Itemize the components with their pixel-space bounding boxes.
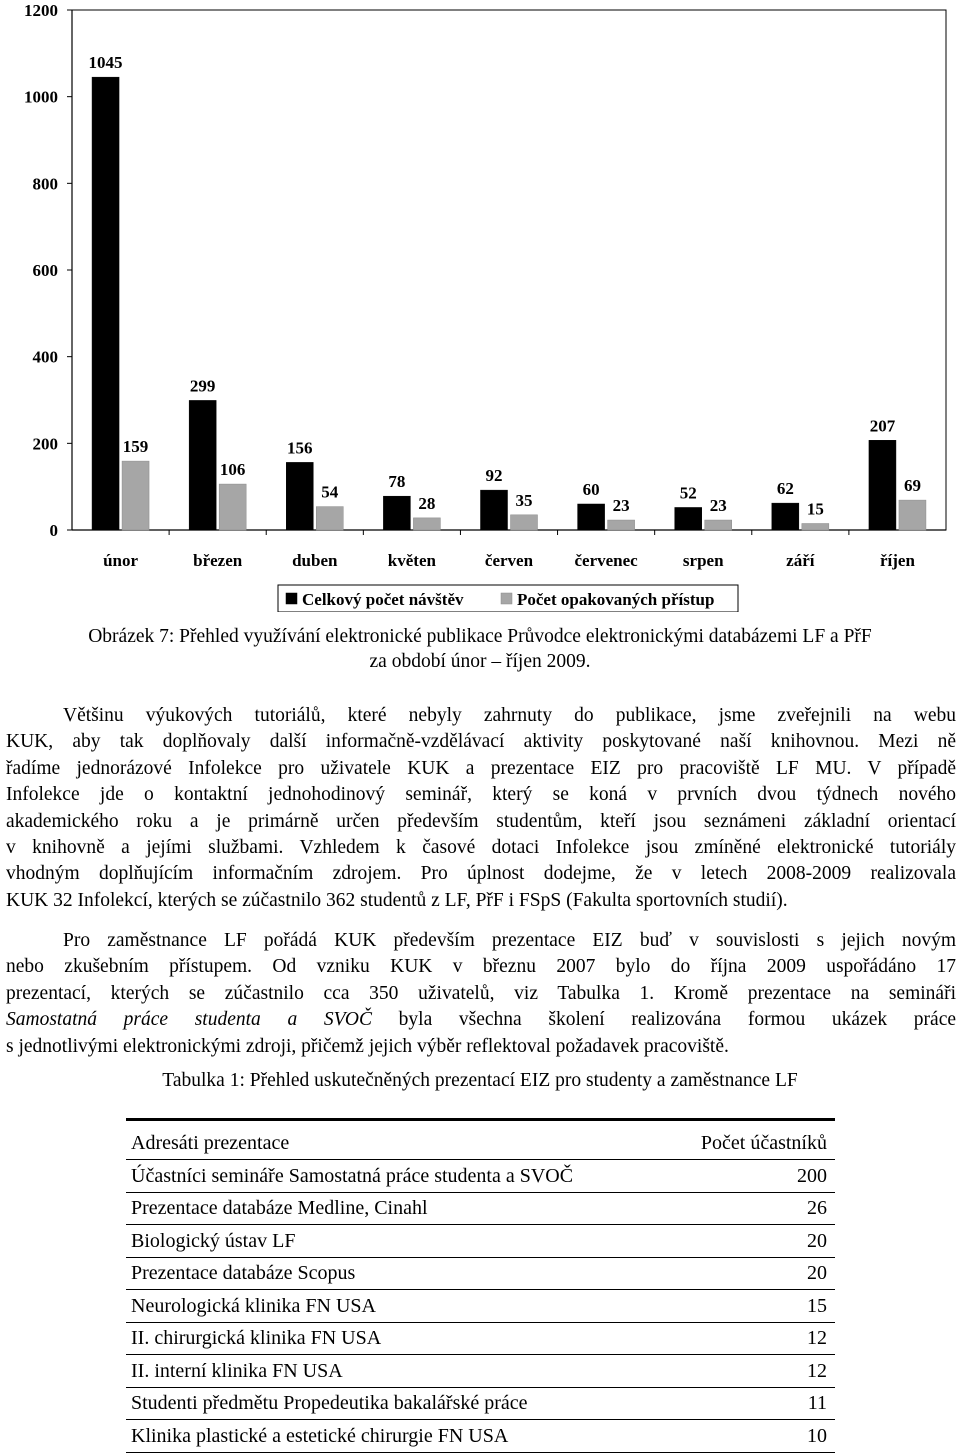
figure-caption-line1: Obrázek 7: Přehled využívání elektronické publikace Průvodce elektronickými databázemi LF a PřF (88, 626, 872, 647)
paragraph2-line: nebo zkušebním přístupem. Od vzniku KUK v březnu 2007 bylo do října 2009 uspořádáno 17 (6, 956, 956, 978)
paragraph2-line: prezentací, kterých se zúčastnilo cca 350 uživatelů, viz Tabulka 1. Kromě prezentace na semináři (6, 982, 956, 1004)
data-label: 106 (219, 460, 246, 480)
table-row (126, 1322, 835, 1355)
bar-total-visits (286, 462, 313, 530)
y-tick-label: 1200 (24, 1, 58, 20)
bar-repeated-access (899, 500, 926, 530)
row-count: 10 (667, 1420, 835, 1453)
table-caption: Tabulka 1: Přehled uskutečněných prezentací EIZ pro studenty a zaměstnance LF (162, 1070, 798, 1091)
bar-total-visits (383, 496, 410, 530)
row-recipient: Prezentace databáze Medline, Cinahl (126, 1192, 667, 1225)
row-count: 200 (667, 1160, 835, 1193)
paragraph1-line: Infolekce jde o kontaktní jednohodinový seminář, který se koná v prvních dvou týdnech nového (6, 784, 956, 806)
y-tick-label: 1000 (24, 87, 58, 107)
row-recipient: II. interní klinika FN USA (126, 1355, 667, 1388)
paragraph2-line: Pro zaměstnance LF pořádá KUK především prezentace EIZ buď v souvislosti s jejich novým (63, 930, 956, 951)
legend-swatch (286, 593, 297, 604)
data-label: 23 (612, 496, 630, 516)
row-count: 15 (667, 1290, 835, 1323)
y-tick-label: 400 (32, 347, 58, 367)
paragraph1-line: v knihovně a jejími službami. Vzhledem k časové dotaci Infolekce jsou zmíněné elektronické tutoriály (6, 837, 956, 859)
bar-repeated-access (705, 520, 732, 530)
seminar-name-italic: Samostatná práce studenta a SVOČ (6, 1009, 373, 1031)
bar-repeated-access (608, 520, 635, 530)
data-label: 28 (418, 493, 436, 513)
figure-caption-line2: za období únor – říjen 2009. (369, 651, 591, 672)
bar-total-visits (675, 507, 702, 530)
paragraph1-line: vhodným doplňujícím informačním zdrojem. Pro úplnost dodejme, že v letech 2008-2009 realizovala (6, 863, 956, 885)
data-label: 207 (869, 416, 896, 436)
paragraph2-line (6, 1007, 956, 1033)
row-recipient: Prezentace databáze Scopus (126, 1257, 667, 1290)
legend-label: Počet opakovaných přístup (517, 590, 715, 609)
row-recipient: Biologický ústav LF (126, 1225, 667, 1258)
data-label: 35 (515, 490, 533, 510)
x-tick-label: květen (387, 551, 436, 570)
row-recipient: II. chirurgická klinika FN USA (126, 1322, 667, 1355)
y-tick-label: 0 (49, 521, 58, 540)
header-participants: Počet účastníků (667, 1120, 835, 1160)
x-tick-label: srpen (682, 551, 724, 570)
row-count: 11 (667, 1387, 835, 1420)
x-tick-label: říjen (879, 551, 915, 570)
legend-swatch (501, 593, 512, 604)
row-recipient: Klinika plastické a estetické chirurgie FN USA (126, 1420, 667, 1453)
row-count: 12 (667, 1322, 835, 1355)
data-label: 78 (388, 472, 406, 492)
data-label: 52 (679, 483, 697, 503)
bar-repeated-access (316, 507, 343, 530)
presentations-table (126, 1118, 835, 1453)
row-count: 20 (667, 1257, 835, 1290)
bar-total-visits (578, 504, 605, 530)
data-label: 1045 (88, 53, 123, 73)
table-row (126, 1290, 835, 1323)
table-row (126, 1160, 835, 1193)
bar-total-visits (189, 400, 216, 530)
legend-label: Celkový počet návštěv (302, 590, 464, 609)
paragraph1-line: řadíme jednorázové Infolekce pro uživatele KUK a prezentace EIZ pro pracoviště LF MU. V případě (6, 757, 956, 779)
row-recipient: Neurologická klinika FN USA (126, 1290, 667, 1323)
paragraph2-line-rest: byla všechna školení realizována formou ukázek práce (372, 1009, 957, 1031)
paragraph2-line: s jednotlivými elektronickými zdroji, přičemž jejich výběr reflektoval požadavek pracoviště. (6, 1035, 729, 1057)
row-recipient: Účastníci semináře Samostatná práce studenta a SVOČ (126, 1160, 667, 1193)
table-row (126, 1257, 835, 1290)
x-tick-label: březen (193, 551, 243, 570)
table-row (126, 1355, 835, 1388)
bar-repeated-access (511, 515, 538, 530)
figure-caption (0, 624, 960, 674)
paragraph-presentations (6, 928, 956, 1060)
bar-repeated-access (413, 518, 440, 530)
data-label: 15 (806, 499, 824, 519)
y-tick-label: 600 (32, 261, 58, 280)
row-count: 12 (667, 1355, 835, 1388)
table-header-row (126, 1120, 835, 1160)
table-row (126, 1387, 835, 1420)
paragraph1-line: akademického roku a je primárně určen především studentům, kteří jsou seznámeni základní orientací (6, 810, 956, 832)
table-row (126, 1192, 835, 1225)
bar-total-visits (92, 77, 119, 530)
header-recipients: Adresáti prezentace (126, 1120, 667, 1160)
bar-total-visits (869, 440, 896, 530)
table-row (126, 1420, 835, 1453)
bar-repeated-access (122, 461, 149, 530)
x-tick-label: září (786, 551, 815, 570)
data-label: 62 (776, 479, 794, 499)
x-tick-label: únor (103, 551, 139, 570)
row-count: 20 (667, 1225, 835, 1258)
paragraph1-line: KUK, aby tak doplňovaly další informačně-vzdělávací aktivity poskytované naší knihovnou. Mezi ně (6, 731, 956, 753)
x-tick-label: červenec (574, 551, 638, 570)
y-tick-label: 200 (32, 434, 58, 454)
table-row (126, 1225, 835, 1258)
data-label: 159 (122, 437, 149, 457)
paragraph1-line: Většinu výukových tutoriálů, které nebyly zahrnuty do publikace, jsme zveřejnili na webu (63, 705, 956, 726)
data-label: 69 (903, 476, 921, 496)
x-tick-label: červen (484, 551, 534, 570)
data-label: 23 (709, 496, 727, 516)
paragraph-tutorials (6, 703, 956, 914)
data-label: 156 (287, 438, 313, 458)
bar-total-visits (772, 503, 799, 530)
x-tick-label: duben (292, 551, 338, 570)
data-label: 92 (485, 466, 503, 486)
paragraph1-line: KUK 32 Infolekcí, kterých se zúčastnilo 362 studentů z LF, PřF i FSpS (Fakulta sportovních studií). (6, 889, 788, 911)
bar-total-visits (481, 490, 508, 530)
data-label: 54 (321, 482, 339, 502)
row-recipient: Studenti předmětu Propedeutika bakalářské práce (126, 1387, 667, 1420)
data-label: 299 (189, 376, 216, 396)
chart-svg (0, 0, 960, 612)
y-tick-label: 800 (32, 174, 58, 194)
row-count: 26 (667, 1192, 835, 1225)
data-label: 60 (582, 480, 600, 499)
bar-repeated-access (219, 484, 246, 530)
bar-chart (0, 0, 960, 612)
bar-repeated-access (802, 524, 829, 531)
